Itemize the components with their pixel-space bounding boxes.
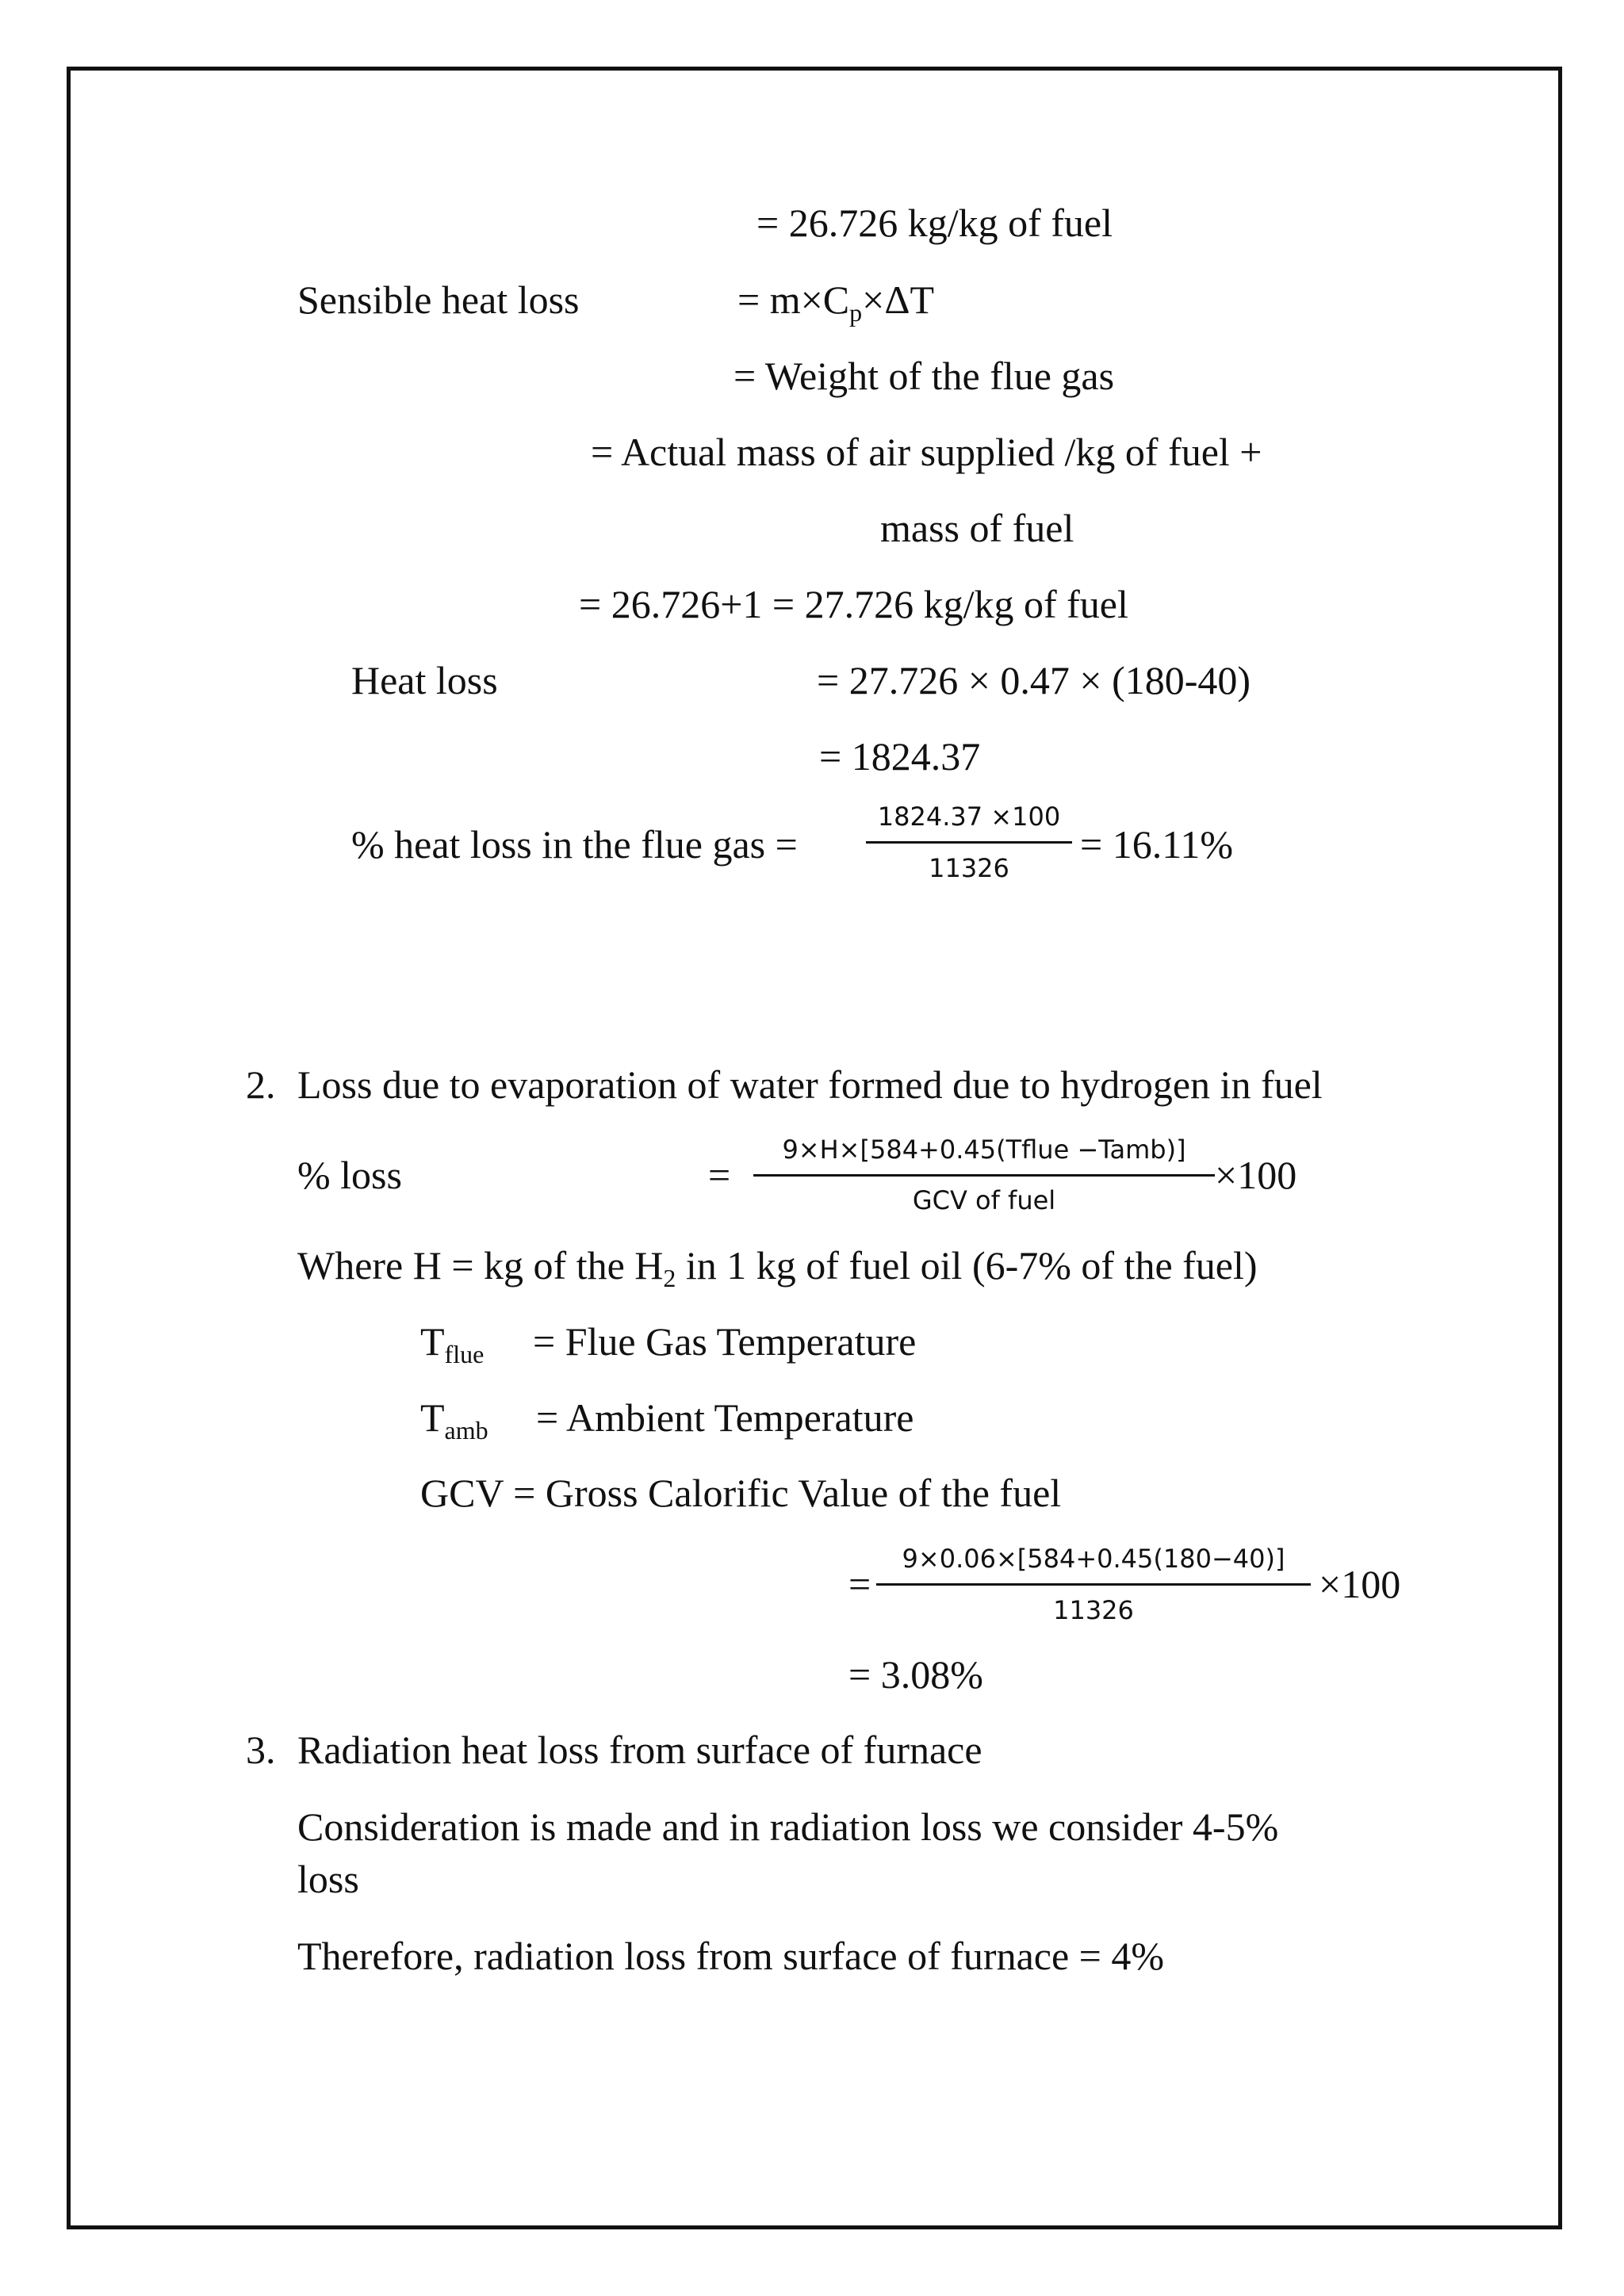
pct-fraction-denominator: 11326	[929, 853, 1009, 883]
consideration-line-2: loss	[297, 1857, 359, 1901]
heat-loss-label: Heat loss	[351, 658, 498, 702]
calc-fraction-numerator: 9×0.06×[584+0.45(180−40)]	[902, 1544, 1285, 1574]
sensible-heat-label: Sensible heat loss	[297, 277, 580, 322]
sensible-heat-formula: = $m\times C_p\times\Delta T$	[737, 277, 935, 327]
section-3-number: 3.	[246, 1728, 276, 1772]
calc-multiplier: ×100	[1319, 1562, 1401, 1606]
pct-fraction-numerator: 1824.37 ×100	[877, 802, 1061, 832]
pct-heat-loss-label: % heat loss in the flue gas =	[351, 822, 798, 867]
tamb-definition: = Ambient Temperature	[536, 1395, 914, 1440]
sum-line: = 26.726+1 = 27.726 kg/kg of fuel	[579, 582, 1128, 626]
tamb-symbol: $T_{amb}$	[420, 1395, 488, 1445]
loss-fraction-bar	[753, 1174, 1215, 1177]
section-3-title: Radiation heat loss from surface of furnace	[297, 1728, 982, 1772]
loss-fraction-numerator: 9×H×[584+0.45(Tflue −Tamb)]	[782, 1135, 1186, 1165]
mass-of-fuel-line: mass of fuel	[880, 506, 1074, 550]
calc-equals: =	[848, 1562, 871, 1606]
calc-fraction-denominator: 11326	[1053, 1595, 1134, 1625]
loss-multiplier: ×100	[1215, 1153, 1297, 1197]
where-h-definition: Where H = kg of the $H_2$ in 1 kg of fuel oil (6-7% of the fuel)	[297, 1243, 1258, 1292]
pct-heat-loss-result: = 16.11%	[1080, 822, 1233, 867]
weight-flue-gas: = Weight of the flue gas	[733, 354, 1115, 398]
section-2-number: 2.	[246, 1062, 276, 1107]
radiation-loss-conclusion: Therefore, radiation loss from surface of furnace = 4%	[297, 1934, 1164, 1978]
gcv-definition: GCV = Gross Calorific Value of the fuel	[420, 1471, 1062, 1515]
section-2-result: = 3.08%	[848, 1652, 983, 1697]
actual-mass-line: = Actual mass of air supplied /kg of fuel +	[591, 430, 1262, 474]
tflue-definition: = Flue Gas Temperature	[533, 1319, 917, 1364]
fuel-air-result: = 26.726 kg/kg of fuel	[756, 201, 1113, 245]
heat-loss-value: = 1824.37	[819, 734, 981, 779]
tflue-symbol: $T_{flue}$	[420, 1319, 485, 1368]
loss-label: % loss	[297, 1153, 402, 1197]
consideration-line-1: Consideration is made and in radiation loss we consider 4-5%	[297, 1804, 1279, 1849]
loss-equals: =	[708, 1153, 731, 1197]
pct-fraction-bar	[866, 841, 1072, 844]
section-2-title: Loss due to evaporation of water formed due to hydrogen in fuel	[297, 1062, 1323, 1107]
loss-fraction-denominator: GCV of fuel	[912, 1185, 1056, 1215]
heat-loss-equation: = 27.726 × 0.47 × (180-40)	[817, 658, 1251, 702]
calc-fraction-bar	[876, 1583, 1311, 1586]
